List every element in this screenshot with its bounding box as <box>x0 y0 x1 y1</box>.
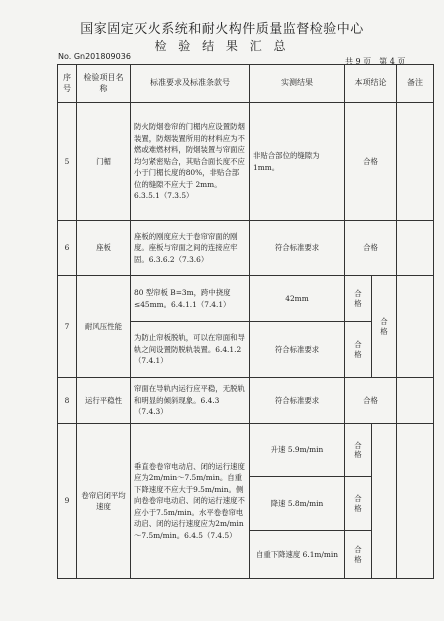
cell-requirement: 座板的刚度应大于卷帘帘面的刚度。座板与帘面之间的连接应牢固。6.3.6.2（7.3.6） <box>131 221 250 276</box>
cell-requirement: 80 型帘板 B=3m，跨中挠度≤45mm。6.4.1.1（7.4.1） <box>131 276 250 322</box>
cell-requirement: 防火防烟卷帘的门楣内应设置防烟装置，防烟装置所用的材料应为不燃或难燃材料，防烟装置与帘面应均匀紧密贴合，其贴合面长度不应小于门楣长度的80%，非贴合部位的缝隙不应大于 2mm。6.3.5.1（7.3.5） <box>131 103 250 221</box>
cell-item: 运行平稳性 <box>77 378 131 424</box>
cell-subconclusion: 合格 <box>345 322 372 378</box>
header-result: 实测结果 <box>250 65 345 103</box>
table-row <box>58 221 434 276</box>
header-conclusion: 本项结论 <box>345 65 397 103</box>
cell-subconclusion: 合格 <box>345 477 372 531</box>
cell-result: 42mm <box>250 276 345 322</box>
header-requirement: 标准要求及标准条款号 <box>131 65 250 103</box>
cell-remark <box>397 276 434 378</box>
table-row <box>58 103 434 221</box>
page-info: 共 9 页 第 4 页 <box>345 57 406 66</box>
header-row <box>58 65 434 103</box>
cell-requirement: 垂直卷卷帘电动启、闭的运行速度应为2m/min～7.5m/min。自重下降速度不应大于9.5m/min。侧向卷卷帘电动启、闭的运行速度不应小于7.5m/min。水平卷卷帘电动启、闭的运行速度应为2m/min～7.5m/min。6.4.5（7.4.5） <box>131 424 250 579</box>
cell-result: 降速 5.8m/min <box>250 477 345 531</box>
cell-remark <box>397 103 434 221</box>
header-item: 检验项目名称 <box>77 65 131 103</box>
cell-subconclusion: 合格 <box>345 276 372 322</box>
cell-item: 耐风压性能 <box>77 276 131 378</box>
header-remark: 备注 <box>397 65 434 103</box>
cell-subconclusion: 合格 <box>345 424 372 477</box>
cell-conclusion: 合格 <box>345 221 397 276</box>
cell-requirement: 为防止帘板脱轨，可以在帘面和导轨之间设置防脱轨装置。6.4.1.2（7.4.1） <box>131 322 250 378</box>
table-row <box>58 378 434 424</box>
header-seq: 序号 <box>58 65 77 103</box>
cell-item: 门楣 <box>77 103 131 221</box>
cell-result: 自重下降速度 6.1m/min <box>250 531 345 579</box>
cell-seq: 7 <box>58 276 77 378</box>
cell-remark <box>397 378 434 424</box>
cell-seq: 9 <box>58 424 77 579</box>
cell-requirement: 帘面在导轨内运行应平稳，无脱轨和明显的倾斜现象。6.4.3（7.4.3） <box>131 378 250 424</box>
cell-conclusion: 合格 <box>345 378 397 424</box>
table-row <box>58 424 434 477</box>
cell-result: 非贴合部位的缝隙为 1mm。 <box>250 103 345 221</box>
cell-subconclusion: 合格 <box>345 531 372 579</box>
cell-remark <box>397 424 434 579</box>
cell-result: 符合标准要求 <box>250 221 345 276</box>
doc-title: 检 验 结 果 汇 总 <box>154 39 290 53</box>
cell-seq: 8 <box>58 378 77 424</box>
cell-conclusion-empty <box>372 424 397 579</box>
cell-item: 座板 <box>77 221 131 276</box>
cell-result: 符合标准要求 <box>250 378 345 424</box>
cell-seq: 6 <box>58 221 77 276</box>
cell-conclusion: 合格 <box>372 276 397 378</box>
cell-conclusion: 合格 <box>345 103 397 221</box>
report-number: No. Gn201809036 <box>58 52 131 61</box>
cell-result: 符合标准要求 <box>250 322 345 378</box>
cell-result: 升速 5.9m/min <box>250 424 345 477</box>
org-title: 国家固定灭火系统和耐火构件质量监督检验中心 <box>80 22 364 37</box>
cell-seq: 5 <box>58 103 77 221</box>
cell-item: 卷帘启闭平均速度 <box>77 424 131 579</box>
results-table <box>57 64 434 579</box>
cell-remark <box>397 221 434 276</box>
table-row <box>58 276 434 322</box>
